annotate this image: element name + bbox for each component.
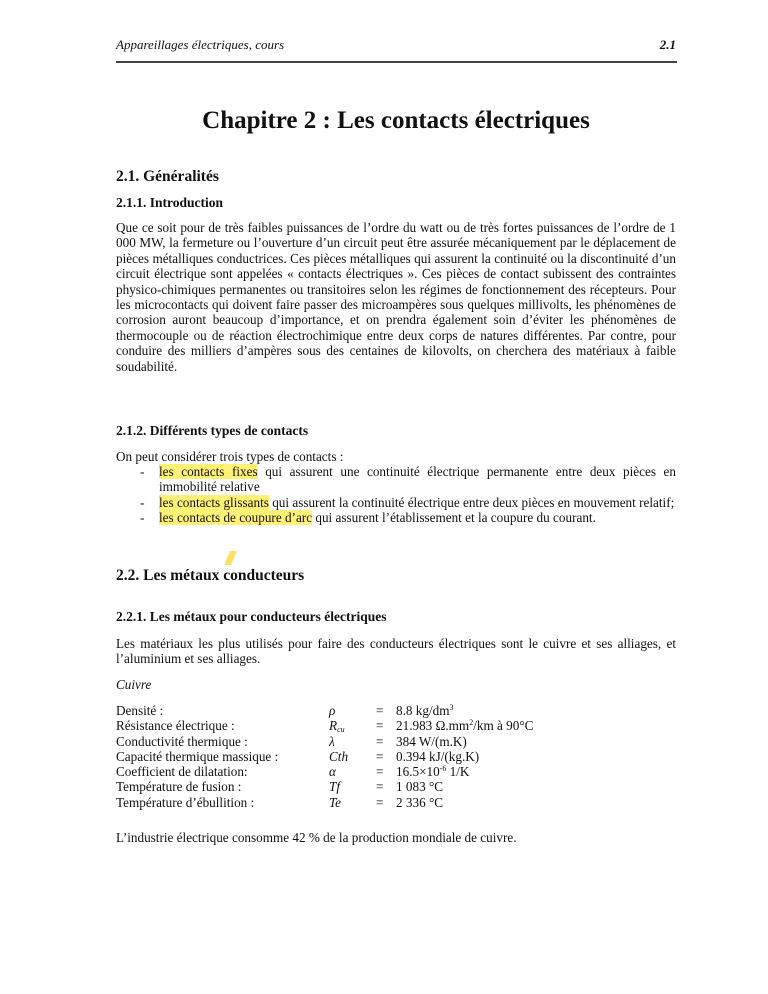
highlighted-term: les contacts de coupure d’arc [159, 510, 313, 526]
property-row [116, 779, 533, 794]
property-symbol: α [329, 764, 336, 780]
highlighted-term: les contacts fixes [159, 464, 258, 479]
property-value: 2 336 °C [396, 794, 444, 810]
list-dash: - [140, 510, 145, 526]
equals-sign: = [376, 764, 384, 780]
property-label: Conductivité thermique : [116, 733, 248, 749]
list-item [116, 495, 676, 510]
property-label: Température de fusion : [116, 779, 242, 795]
equals-sign: = [376, 703, 384, 718]
property-row [116, 718, 533, 733]
list-dash: - [140, 494, 145, 510]
property-row [116, 749, 533, 764]
property-value: 21.983 $\Omega.mm^2/km$ à 90°C [396, 718, 534, 734]
equals-sign: = [376, 779, 384, 795]
property-symbol: λ [329, 733, 335, 749]
property-value: 1 083 °C [396, 779, 444, 795]
introduction-paragraph: Que ce soit pour de très faibles puissances de l’ordre du watt ou de très fortes puissances de l’ordre de 1 000 MW, la fermeture ou l’ouverture d’un circuit peut être assurée mécaniquement par le déplacement de pièces métalliques conductrices. Ces pièces métalliques qui assurent la continuité ou la discontinuité d’un circuit électrique sont appelées « contacts électriques ». Ces pièces de contact subissent des contraintes physico-chimiques permanentes ou transitoires selon les régimes de fonctionnement des récepteurs. Pour les microcontacts qui doivent faire passer des microampères sous quelques millivolts, les phénomènes de corrosion auront beaucoup d’importance, et on prendra également soin d’éviter les phénomènes de thermocouple ou de réaction électrochimique entre deux corps de natures différentes. Par contre, pour conduire des milliers d’ampères sous des centaines de kilovolts, on cherchera des matériaux à faible soudabilité. [116, 220, 676, 374]
copper-consumption-note: L’industrie électrique consomme 42 % de la production mondiale de cuivre. [116, 830, 517, 845]
list-item [116, 464, 676, 495]
property-symbol: Tf [329, 779, 340, 795]
highlighted-term: les contacts glissants [159, 494, 269, 510]
property-row [116, 734, 533, 749]
section-2-1-2-heading: 2.1.2. Différents types de contacts [116, 423, 309, 438]
equals-sign: = [376, 733, 384, 749]
contact-types-intro: On peut considérer trois types de contacts : [116, 449, 344, 464]
conductors-paragraph: Les matériaux les plus utilisés pour faire des conducteurs électriques sont le cuivre et ses alliages, et l’aluminium et ses alliages. [116, 636, 676, 667]
property-symbol: $R_{cu}$ [329, 718, 345, 735]
property-label: Coefficient de dilatation: [116, 764, 248, 780]
list-item [116, 510, 676, 525]
property-label: Résistance électrique : [116, 718, 235, 734]
copper-properties-table [116, 703, 533, 810]
property-symbol: Cth [329, 748, 349, 764]
header-course-title: Appareillages électriques, cours [116, 37, 285, 52]
list-item-text: qui assurent l’établissement et la coupure du courant. [312, 510, 596, 526]
equals-sign: = [376, 718, 384, 734]
section-2-1-1-heading: 2.1.1. Introduction [116, 195, 224, 210]
header-rule [116, 61, 677, 63]
property-row [116, 764, 533, 779]
section-2-1-heading: 2.1. Généralités [116, 168, 219, 185]
list-item-text: qui assurent une continuité électrique permanente entre deux pièces en immobilité relative [159, 464, 676, 495]
property-label: Densité : [116, 703, 164, 718]
property-value: 384 W/(m.K) [396, 733, 467, 749]
property-symbol: Te [329, 794, 341, 810]
property-label: Capacité thermique massique : [116, 748, 279, 764]
list-item-text: qui assurent la continuité électrique entre deux pièces en mouvement relatif; [268, 494, 675, 510]
section-2-2-heading: 2.2. Les métaux conducteurs [116, 567, 305, 584]
property-label: Température d’ébullition : [116, 794, 255, 810]
property-row [116, 703, 533, 718]
highlighter-mark [224, 551, 237, 565]
equals-sign: = [376, 794, 384, 810]
chapter-title: Chapitre 2 : Les contacts électriques [202, 107, 590, 134]
property-row [116, 795, 533, 810]
material-label: Cuivre [116, 677, 152, 692]
equals-sign: = [376, 748, 384, 764]
header-section-number: 2.1 [659, 37, 676, 52]
running-header [116, 37, 676, 53]
list-dash: - [140, 464, 145, 479]
property-symbol: ρ [329, 703, 336, 718]
contact-types-list [116, 464, 676, 526]
property-value: 0.394 kJ/(kg.K) [396, 748, 480, 764]
property-value: $16.5\times 10^{-6}$ 1/K [396, 764, 470, 780]
section-2-2-1-heading: 2.2.1. Les métaux pour conducteurs électriques [116, 609, 387, 624]
property-value: 8.8 $kg/dm^3$ [396, 703, 454, 718]
